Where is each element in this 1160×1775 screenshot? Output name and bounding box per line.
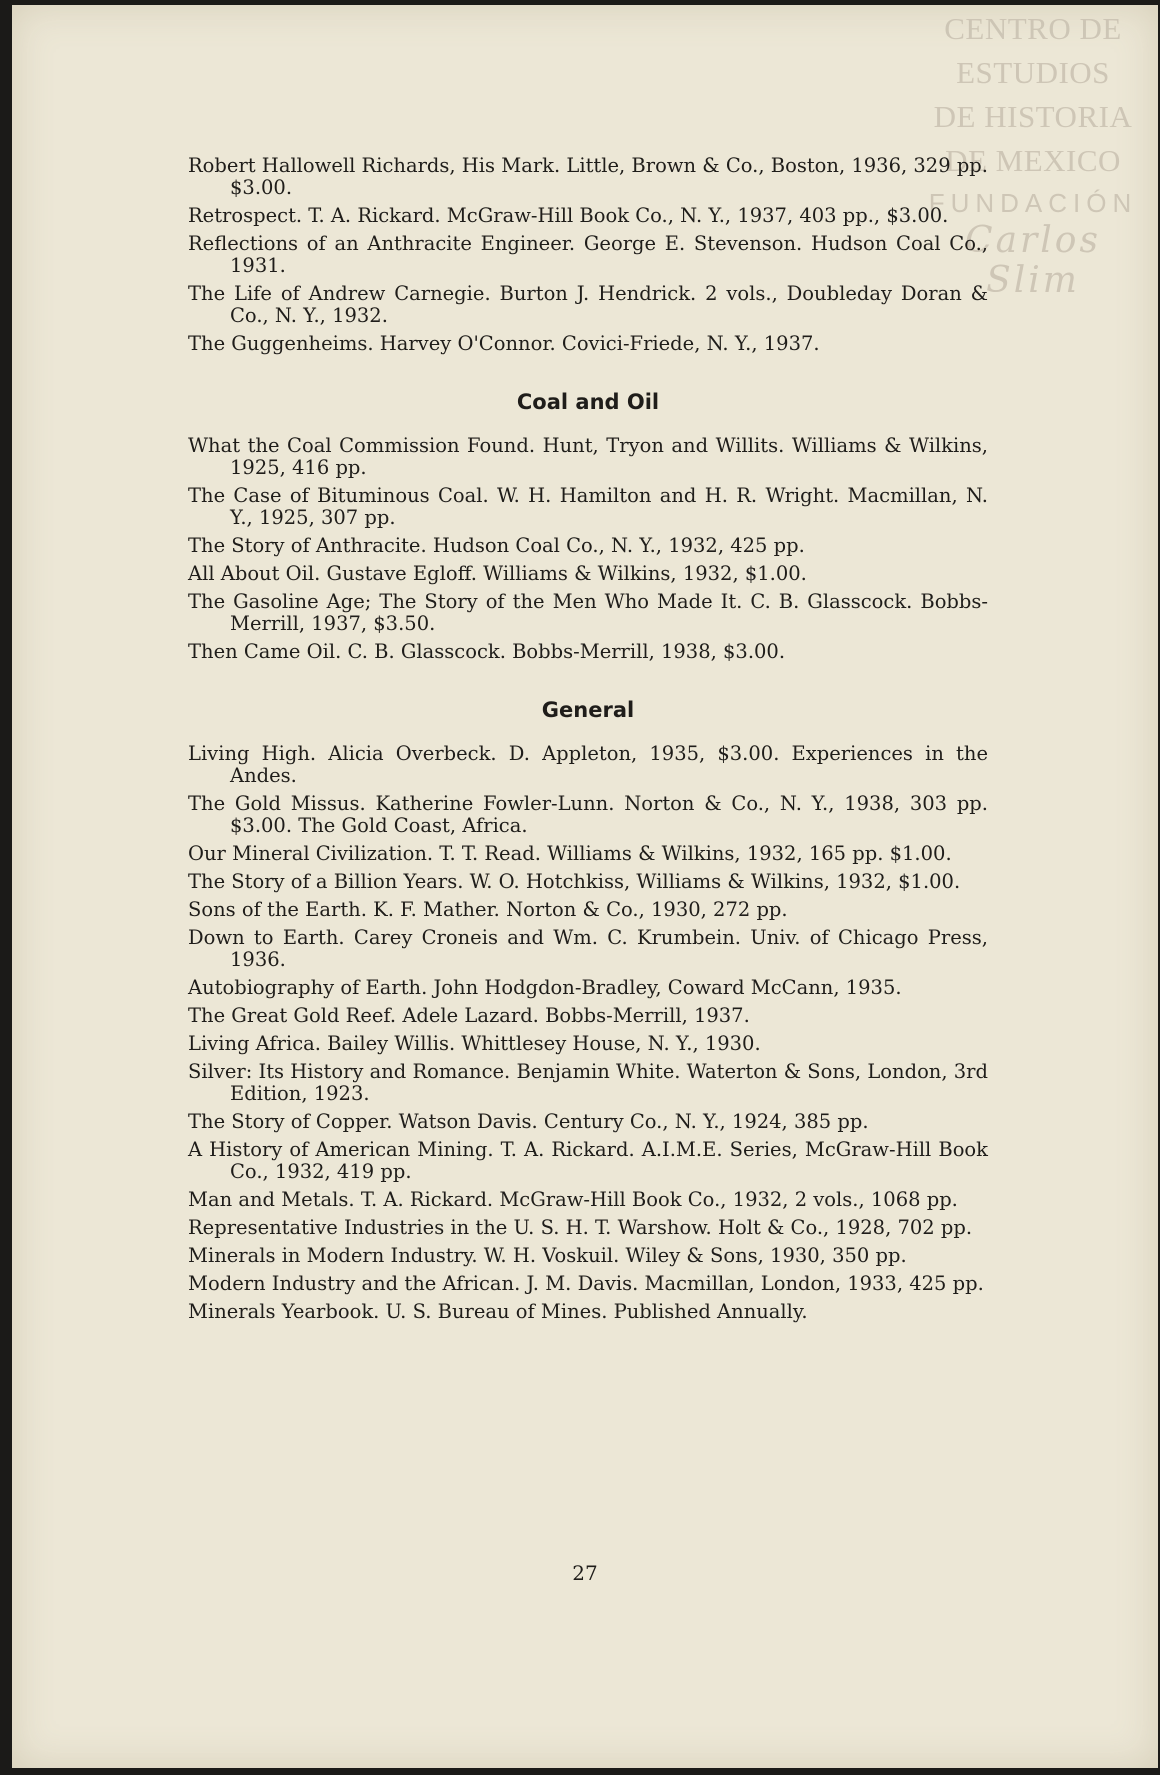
bibliography-entry: Minerals Yearbook. U. S. Bureau of Mines. Published Annually. (188, 1300, 808, 1323)
bibliography-entry: Minerals in Modern Industry. W. H. Voskuil. Wiley & Sons, 1930, 350 pp. (188, 1244, 907, 1267)
section-heading: General (541, 698, 635, 722)
bibliography-entry: The Story of a Billion Years. W. O. Hotchkiss, Williams & Wilkins, 1932, $1.00. (188, 870, 961, 893)
bibliography-entry: The Gold Missus. Katherine Fowler-Lunn. Norton & Co., N. Y., 1938, 303 pp. $3.00. The Gold Coast, Africa. (188, 792, 988, 837)
section-general (188, 699, 988, 1323)
section-heading: Coal and Oil (516, 390, 660, 414)
bibliography-entry: Representative Industries in the U. S. H. T. Warshow. Holt & Co., 1928, 702 pp. (188, 1216, 973, 1239)
bibliography-entry: Living Africa. Bailey Willis. Whittlesey House, N. Y., 1930. (188, 1032, 761, 1055)
bibliography-entry: A History of American Mining. T. A. Rickard. A.I.M.E. Series, McGraw-Hill Book Co., 1932, 419 pp. (188, 1138, 988, 1183)
watermark-line: DE MEXICO (945, 143, 1121, 178)
document-page (12, 5, 1158, 1768)
bibliography-entry: The Story of Anthracite. Hudson Coal Co., N. Y., 1932, 425 pp. (188, 534, 805, 557)
bibliography-entry: The Guggenheims. Harvey O'Connor. Covici-Friede, N. Y., 1937. (188, 332, 820, 355)
watermark-signature: Carlos Slim (965, 220, 1101, 301)
bibliography-entry: Modern Industry and the African. J. M. Davis. Macmillan, London, 1933, 425 pp. (188, 1272, 984, 1295)
bibliography-entry: Sons of the Earth. K. F. Mather. Norton & Co., 1930, 272 pp. (188, 898, 788, 921)
bibliography-entry: The Life of Andrew Carnegie. Burton J. Hendrick. 2 vols., Doubleday Doran & Co., N. Y., 1932. (188, 282, 988, 327)
bibliography-entry: The Case of Bituminous Coal. W. H. Hamilton and H. R. Wright. Macmillan, N. Y., 1925, 307 pp. (188, 484, 988, 529)
page-number: 27 (572, 1561, 598, 1585)
watermark-line: ESTUDIOS (956, 55, 1110, 90)
bibliography-entry: What the Coal Commission Found. Hunt, Tryon and Willits. Williams & Wilkins, 1925, 416 pp. (188, 434, 988, 479)
section-coal-and-oil (188, 391, 988, 663)
bibliography (188, 155, 988, 1329)
watermark-line: CENTRO DE (944, 11, 1122, 46)
bibliography-entry: Autobiography of Earth. John Hodgdon-Bradley, Coward McCann, 1935. (188, 976, 902, 999)
bibliography-entry: Robert Hallowell Richards, His Mark. Little, Brown & Co., Boston, 1936, 329 pp. $3.00. (188, 154, 988, 199)
watermark-fundacion: FUNDACIÓN (928, 188, 1138, 218)
bibliography-entry: Silver: Its History and Romance. Benjamin White. Waterton & Sons, London, 3rd Edition, 1923. (188, 1060, 988, 1105)
bibliography-entry: Retrospect. T. A. Rickard. McGraw-Hill Book Co., N. Y., 1937, 403 pp., $3.00. (188, 204, 949, 227)
bibliography-entry: Reflections of an Anthracite Engineer. George E. Stevenson. Hudson Coal Co., 1931. (188, 232, 988, 277)
bibliography-entry: Then Came Oil. C. B. Glasscock. Bobbs-Merrill, 1938, $3.00. (188, 640, 786, 663)
bibliography-entry: Living High. Alicia Overbeck. D. Appleton, 1935, $3.00. Experiences in the Andes. (188, 742, 988, 787)
bibliography-entry: Our Mineral Civilization. T. T. Read. Williams & Wilkins, 1932, 165 pp. $1.00. (188, 842, 952, 865)
bibliography-entry: The Gasoline Age; The Story of the Men Who Made It. C. B. Glasscock. Bobbs-Merrill, 1937, $3.50. (188, 590, 988, 635)
bibliography-entry: The Story of Copper. Watson Davis. Century Co., N. Y., 1924, 385 pp. (188, 1110, 869, 1133)
bibliography-entry: Man and Metals. T. A. Rickard. McGraw-Hill Book Co., 1932, 2 vols., 1068 pp. (188, 1188, 958, 1211)
watermark-line: DE HISTORIA (933, 99, 1133, 134)
bibliography-entry: The Great Gold Reef. Adele Lazard. Bobbs-Merrill, 1937. (188, 1004, 750, 1027)
bibliography-entry: Down to Earth. Carey Croneis and Wm. C. Krumbein. Univ. of Chicago Press, 1936. (188, 926, 988, 971)
section-biographies (188, 155, 988, 355)
bibliography-entry: All About Oil. Gustave Egloff. Williams & Wilkins, 1932, $1.00. (188, 562, 807, 585)
